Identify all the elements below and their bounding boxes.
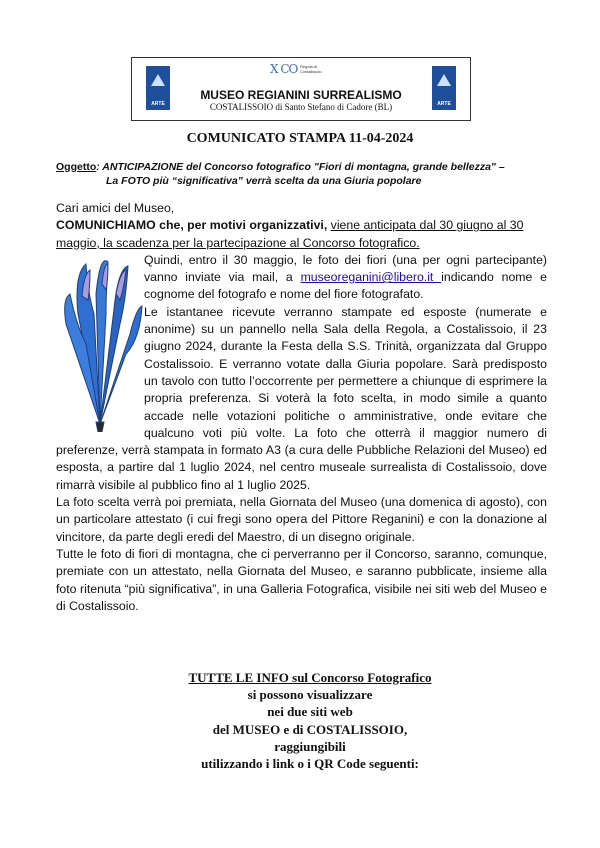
- info-block: [0, 669, 600, 772]
- document-title: COMUNICATO STAMPA 11-04-2024: [186, 131, 414, 146]
- email-link[interactable]: museoreganini@libero.it: [300, 270, 442, 285]
- announcement-deadline: viene anticipata dal 30 giugno al 30 maggio, la scadenza per la partecipazione al Concorso fotografico.: [56, 218, 524, 250]
- museum-header: [131, 57, 471, 121]
- exhibition-paragraph: Le istantanee ricevute verranno stampate ed esposte (numerate e anonime) su un pannello nella Sala della Regola, a Costalissoio, il 23 giugno 2024, durante la Festa della S.S. Trinità, organizzata dal Gruppo Costalissoio. E verranno votate dalla Giuria popolare. Sarà predisposto un tavolo con tutto l’occorrente per permettere a chiunque di esprimere la propria preferenza. Si voterà la foto scelta, in modo simile a quanto accade nelle votazioni politiche o amministrative, onde evitare che qualcuno voti più volte. La foto che otterrà il maggior numero di preferenze, verrà stampata in formato A3 (a cura delle Pubbliche Relazioni del Museo) ed esposta, a partire dal 1 luglio 2024, nel centro museale surrealista di Costalissoio, dove rimarrà visibile al pubblico fino al 1 luglio 2025.: [56, 304, 547, 492]
- subject-block: Oggetto: ANTICIPAZIONE del Concorso fotografico "Fiori di montagna, grande bellezza" – La FOTO più “significativa” verrà scelta da una Giuria popolare: [56, 160, 556, 188]
- museum-name: MUSEO REGIANINI SURREALISMO: [200, 88, 402, 102]
- info-line-3: nei due siti web: [267, 704, 353, 720]
- announcement-lead: COMUNICHIAMO che, per motivi organizzativi,: [56, 218, 331, 233]
- subject-line-1: ANTICIPAZIONE del Concorso fotografico "Fiori di montagna, grande bellezza" –: [102, 161, 505, 173]
- info-line-2: si possono visualizzare: [247, 687, 373, 703]
- info-line-1: TUTTE LE INFO sul Concorso Fotografico: [188, 670, 432, 685]
- email-text-b: indicando nome e cognome del fotografo e nome del fiore fotografato.: [144, 270, 547, 302]
- regola-caption: Regola di Costalissoio: [300, 64, 322, 74]
- info-line-5: raggiungibili: [274, 738, 346, 754]
- regola-logo: [270, 62, 330, 84]
- info-line-4: del MUSEO e di COSTALISSOIO,: [212, 721, 408, 737]
- museum-location: COSTALISSOIO di Santo Stefano di Cadore (BL): [209, 102, 393, 112]
- arte-logo-right: [432, 66, 456, 110]
- triangle-icon: [151, 74, 165, 86]
- triangle-icon: [437, 74, 451, 86]
- subject-label: Oggetto: [56, 161, 97, 173]
- info-line-6: utilizzando i link o i QR Code seguenti:: [201, 756, 419, 772]
- logo-text: ARTE: [437, 101, 451, 107]
- greeting: Cari amici del Museo,: [56, 201, 175, 215]
- blue-flower-illustration: [56, 254, 144, 432]
- announcement-paragraph: [56, 217, 547, 252]
- gallery-paragraph: Tutte le foto di fiori di montagna, che ci perverranno per il Concorso, saranno, comunque, premiate con un attestato, nella Giornata del Museo, e saranno pubblicate, insieme alla foto ritenuta “più significativa”, in una Galleria Fotografica, visibile nei siti web del Museo e di Costalissoio.: [56, 546, 547, 613]
- logo-text: ARTE: [151, 101, 165, 107]
- document-body: [56, 200, 547, 615]
- regola-mark: X CO: [270, 62, 298, 76]
- subject-line-2: La FOTO più “significativa” verrà scelta da una Giuria popolare: [106, 175, 422, 187]
- email-text-a: Quindi, entro il 30 maggio, le foto dei fiori (una per ogni partecipante) vanno inviate via mail, a: [144, 252, 547, 285]
- award-paragraph: La foto scelta verrà poi premiata, nella Giornata del Museo (una domenica di agosto), con un particolare attestato (i cui fregi sono opera del Pittore Reganini) e con la donazione al vincitore, da parte degli eredi del Maestro, di un disegno originale.: [56, 495, 547, 544]
